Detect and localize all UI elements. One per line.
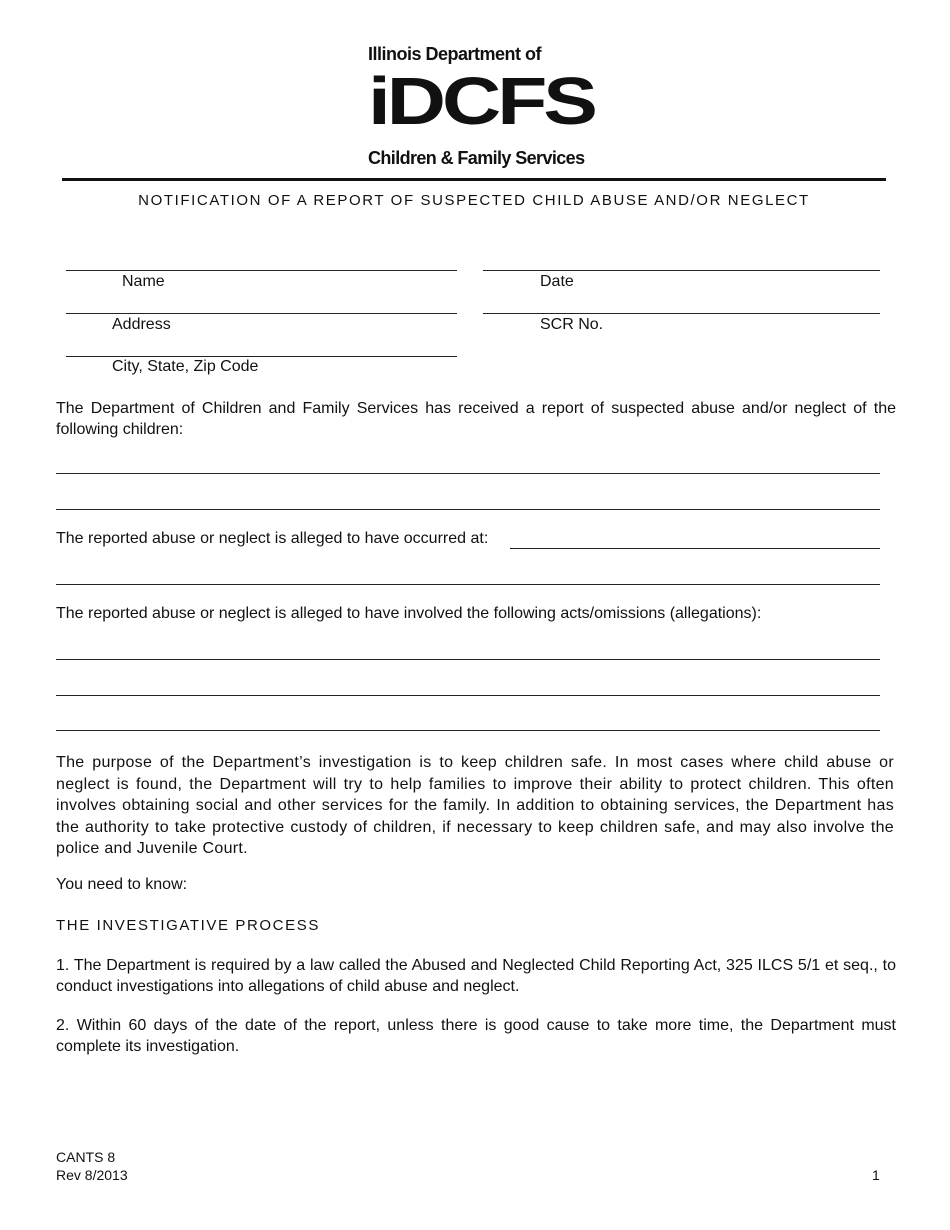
purpose-paragraph: The purpose of the Department’s investigation is to keep children safe. In most cases where child abuse or neglect is found, the Department will try to help families to improve their ability to protect children. This often involves obtaining social and other services for the family. In addition to obtaining services, the Department has the authority to take protective custody of children, if necessary to keep children safe, and may also involve the police and Juvenile Court. xyxy=(56,754,894,857)
allegations-line-3[interactable] xyxy=(56,730,880,731)
occurred-at-label: The reported abuse or neglect is alleged to have occurred at: xyxy=(56,530,489,547)
occurred-at-line[interactable] xyxy=(510,548,880,549)
allegations-line-1[interactable] xyxy=(56,659,880,660)
logo-top-line: Illinois Department of xyxy=(368,44,542,64)
allegations-label: The reported abuse or neglect is alleged to have involved the following acts/omissions (allegations): xyxy=(56,605,762,622)
dcfs-logo xyxy=(368,44,594,172)
name-line[interactable] xyxy=(66,270,457,271)
form-id: CANTS 8 xyxy=(56,1149,116,1165)
occurred-at-line-2[interactable] xyxy=(56,584,880,585)
investigation-item-1: 1. The Department is required by a law called the Abused and Neglected Child Reporting Act, 325 ILCS 5/1 et seq., to conduct investigations into allegations of child abuse and neglect. xyxy=(56,957,896,995)
section-heading: THE INVESTIGATIVE PROCESS xyxy=(56,917,320,934)
investigation-item-2: 2. Within 60 days of the date of the report, unless there is good cause to take more time, the Department must complete its investigation. xyxy=(56,1017,896,1055)
children-line-1[interactable] xyxy=(56,473,880,474)
logo-acronym: iDCFS xyxy=(368,63,594,139)
page-number: 1 xyxy=(872,1167,880,1183)
form-revision: Rev 8/2013 xyxy=(56,1167,128,1183)
received-report-text: The Department of Children and Family Services has received a report of suspected abuse and/or neglect of the following children: xyxy=(56,400,896,438)
city-state-zip-line[interactable] xyxy=(66,356,457,357)
children-line-2[interactable] xyxy=(56,509,880,510)
need-to-know-text: You need to know: xyxy=(56,876,188,893)
header-divider xyxy=(62,178,886,181)
address-line[interactable] xyxy=(66,313,457,314)
name-label: Name xyxy=(122,273,165,290)
date-label: Date xyxy=(540,273,574,290)
address-label: Address xyxy=(112,316,171,333)
form-title: NOTIFICATION OF A REPORT OF SUSPECTED CHILD ABUSE AND/OR NEGLECT xyxy=(138,192,810,209)
allegations-line-2[interactable] xyxy=(56,695,880,696)
scr-no-label: SCR No. xyxy=(540,316,604,333)
city-state-zip-label: City, State, Zip Code xyxy=(112,358,259,375)
logo-bottom-line: Children & Family Services xyxy=(368,148,585,168)
date-line[interactable] xyxy=(483,270,880,271)
scr-no-line[interactable] xyxy=(483,313,880,314)
